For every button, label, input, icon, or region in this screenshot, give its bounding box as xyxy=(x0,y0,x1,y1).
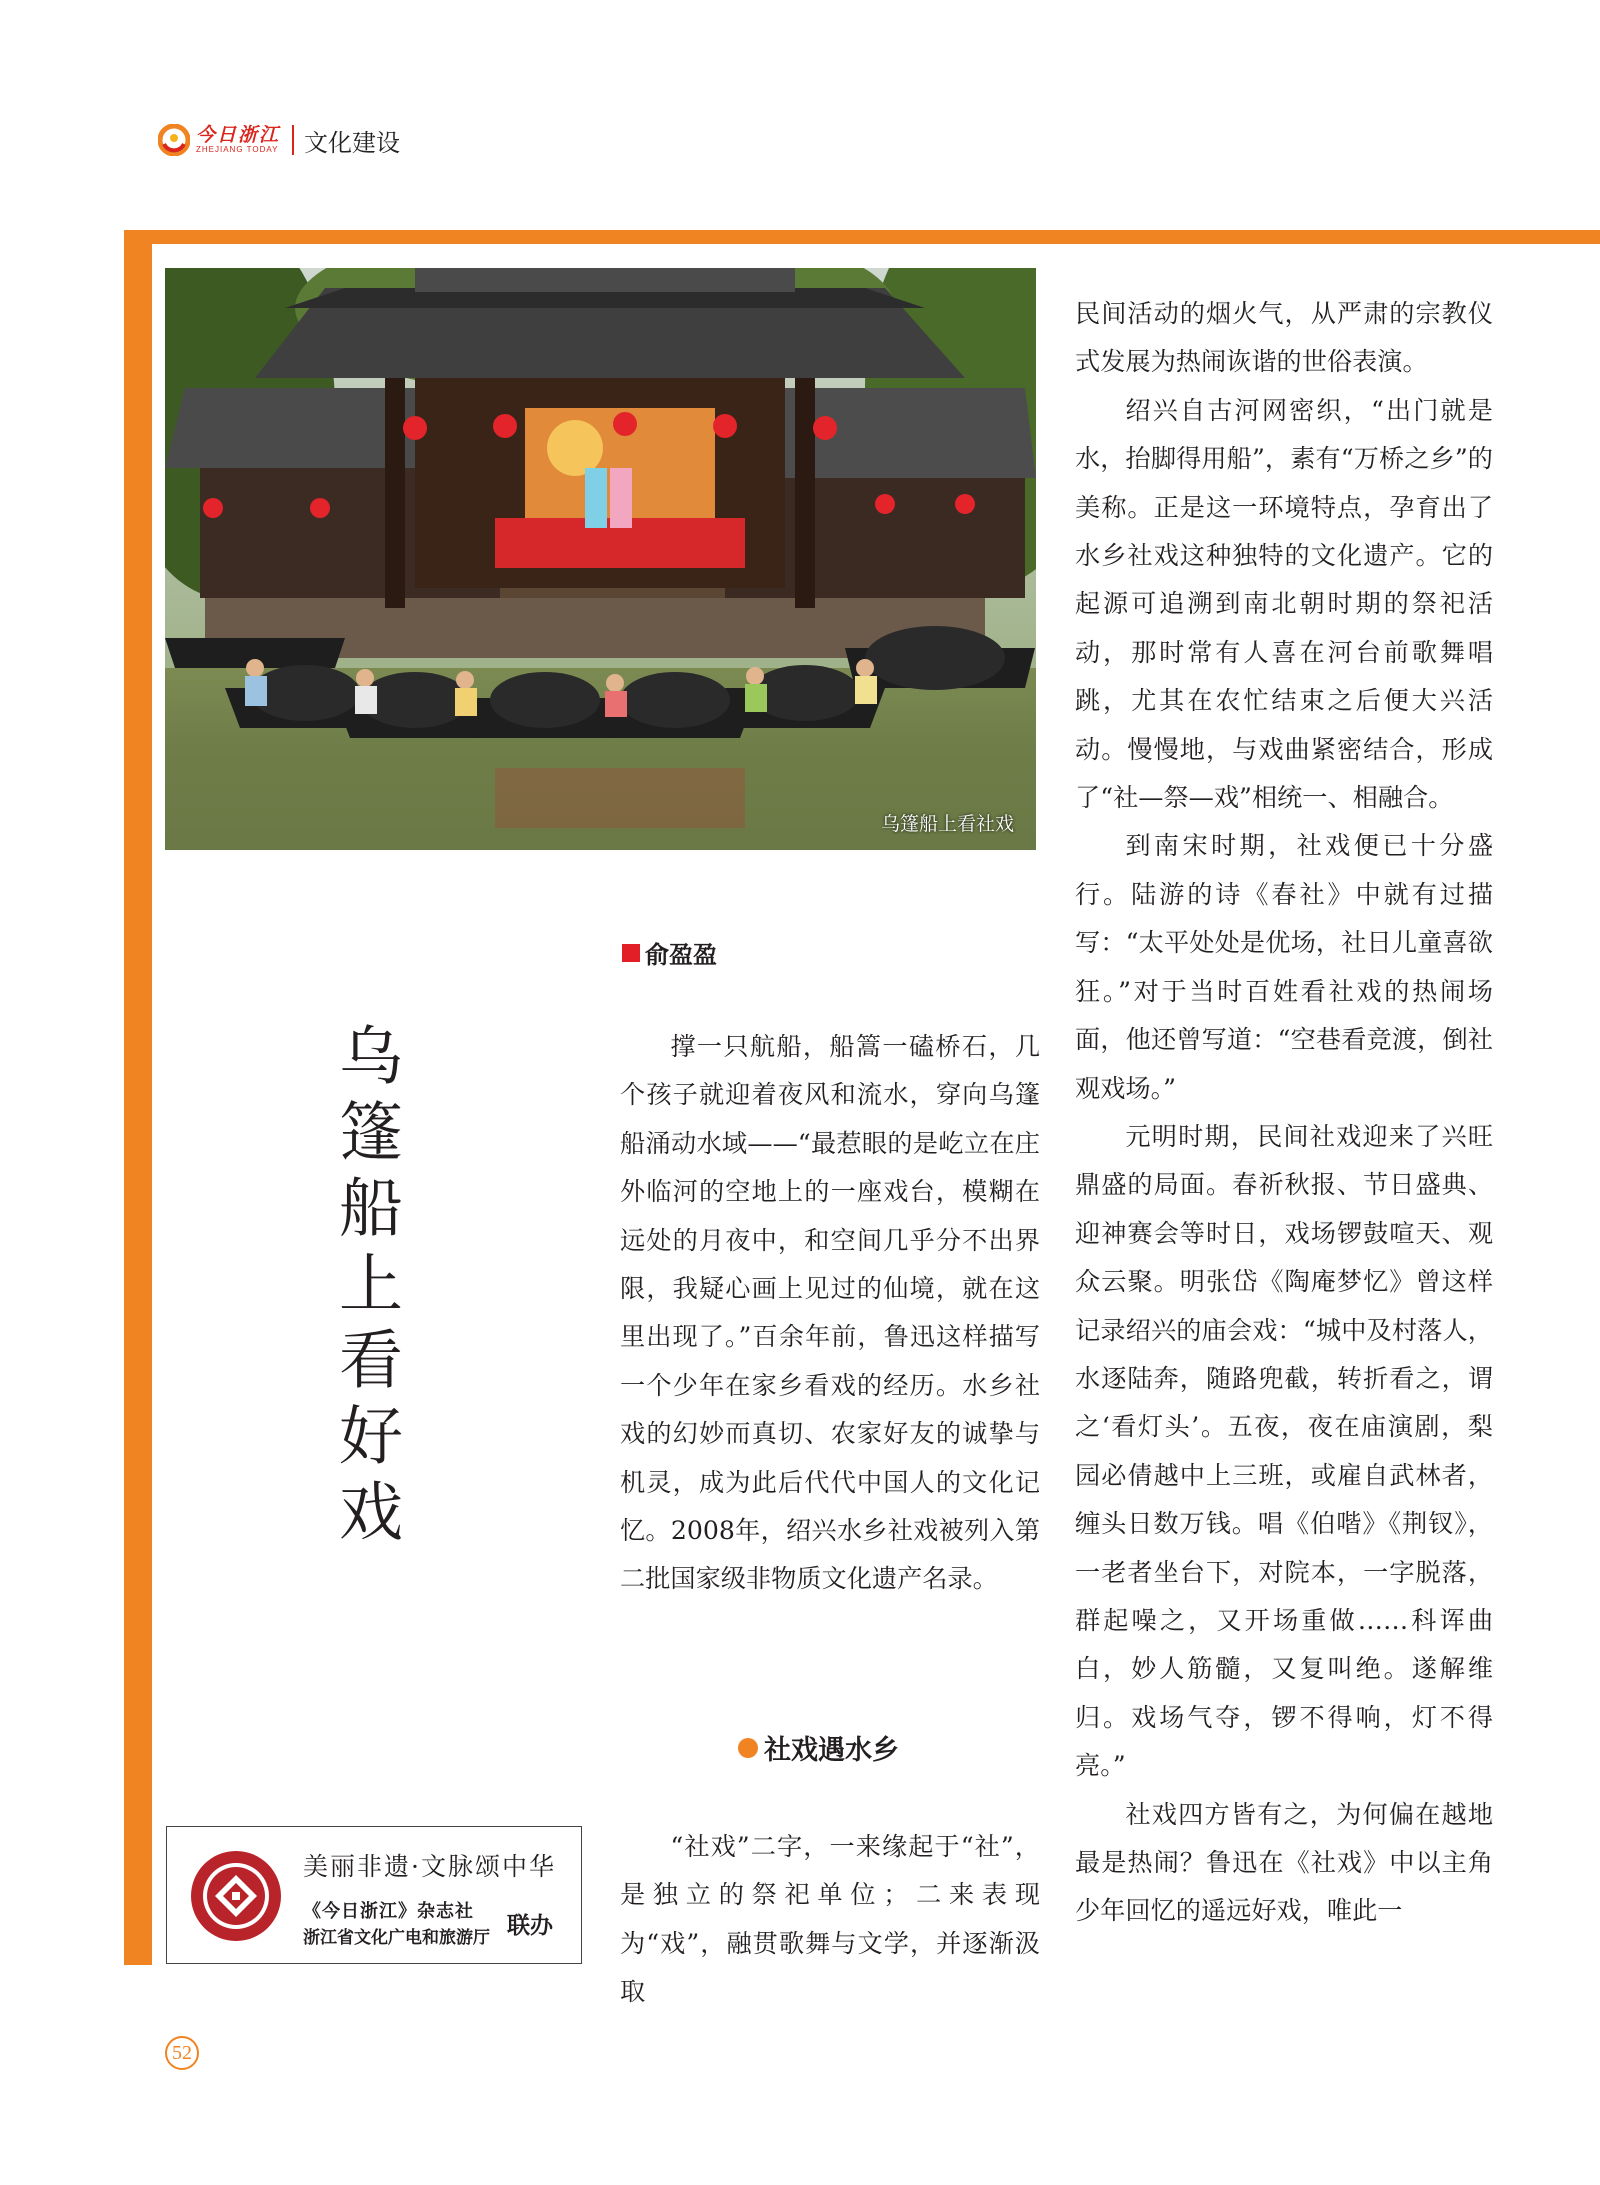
paragraph-2: 绍兴自古河网密织，“出门就是水，抬脚得用船”，素有“万桥之乡”的美称。正是这一环境特点，孕育出了水乡社戏这种独特的文化遗产。它的起源可追溯到南北朝时期的祭祀活动，那时常有人喜在河台前歌舞唱跳，尤其在农忙结束之后便大兴活动。慢慢地，与戏曲紧密结合，形成了“社—祭—戏”相统一、相融合。 xyxy=(1075,395,1493,813)
paragraph-3: 到南宋时期，社戏便已十分盛行。陆游的诗《春社》中就有过描写：“太平处处是优场，社日儿童喜欲狂。”对于当时百姓看社戏的热闹场面，他还曾写道：“空巷看竞渡，倒社观戏场。” xyxy=(1075,831,1493,1103)
orange-frame-left xyxy=(124,230,152,1965)
section1-start-column xyxy=(620,1823,1040,2017)
photo-caption: 乌篷船上看社戏 xyxy=(880,813,1014,835)
badge-slogan-right: 文脉颂中华 xyxy=(420,1852,556,1881)
section-subheading xyxy=(738,1728,899,1767)
heritage-badge xyxy=(166,1826,582,1964)
section1-paragraph-cont: 民间活动的烟火气，从严肃的宗教仪式发展为热闹诙谐的世俗表演。 xyxy=(1075,299,1493,377)
intro-paragraph: 撑一只航船，船篙一磕桥石，几个孩子就迎着夜风和流水，穿向乌篷船涌动水域——“最惹眼的是屹立在庄外临河的空地上的一座戏台，模糊在远处的月夜中，和空间几乎分不出界限，我疑心画上见过的仙境，就在这里出现了。”百余年前，鲁迅这样描写一个少年在家乡看戏的经历。水乡社戏的幻妙而真切、农家好友的诚挚与机灵，成为此后代代中国人的文化记忆。2008年，绍兴水乡社戏被列入第二批国家级非物质文化遗产名录。 xyxy=(620,1032,1040,1594)
right-column xyxy=(1075,290,1493,1936)
badge-slogan xyxy=(303,1847,556,1883)
magazine-name: 今日浙江 xyxy=(196,124,281,146)
badge-org-2: 浙江省文化广电和旅游厅 xyxy=(303,1928,490,1948)
magazine-name-en: ZHEJIANG TODAY xyxy=(196,145,279,154)
article-photo xyxy=(165,268,1036,850)
heritage-seal-icon xyxy=(189,1849,283,1943)
page-number: 52 xyxy=(165,2036,199,2070)
author-byline xyxy=(622,935,717,970)
magazine-logo-icon xyxy=(158,124,190,156)
author-marker-icon xyxy=(622,944,640,962)
article-title: 乌篷船上看好戏 xyxy=(328,1022,402,1554)
badge-slogan-left: 美丽非遗 xyxy=(303,1852,412,1881)
badge-org-1: 《今日浙江》杂志社 xyxy=(303,1901,474,1922)
section-title: 文化建设 xyxy=(304,128,401,157)
subheading-text: 社戏遇水乡 xyxy=(764,1735,899,1766)
orange-frame-top xyxy=(124,230,1600,244)
intro-column xyxy=(620,1023,1040,1604)
page-header xyxy=(158,118,400,162)
paragraph-4: 元明时期，民间社戏迎来了兴旺鼎盛的局面。春祈秋报、节日盛典、迎神赛会等时日，戏场锣鼓喧天、观众云聚。明张岱《陶庵梦忆》曾这样记录绍兴的庙会戏：“城中及村落人，水逐陆奔，随路兜截，转折看之，谓之‘看灯头’。五夜，夜在庙演剧，梨园必倩越中上三班，或雇自武林者，缠头日数万钱。唱《伯喈》《荆钗》，一老者坐台下，对院本，一字脱落，群起噪之，又开场重做……科诨曲白，妙人筋髓，又复叫绝。遂解维归。戏场气夺，锣不得响，灯不得亮。” xyxy=(1075,1121,1493,1781)
paragraph-5: 社戏四方皆有之，为何偏在越地最是热闹？鲁迅在《社戏》中以主角少年回忆的遥远好戏，唯此一 xyxy=(1075,1799,1493,1926)
badge-joint-label: 联办 xyxy=(507,1912,553,1939)
header-divider xyxy=(292,125,294,155)
badge-slogan-separator: · xyxy=(411,1852,421,1881)
author-name: 俞盈盈 xyxy=(645,941,717,969)
section1-paragraph-start: “社戏”二字，一来缘起于“社”，是独立的祭祀单位；二来表现为“戏”，融贯歌舞与文学，并逐渐汲取 xyxy=(620,1832,1040,2007)
magazine-logo-text xyxy=(196,125,280,155)
subheading-dot-icon xyxy=(738,1738,758,1758)
